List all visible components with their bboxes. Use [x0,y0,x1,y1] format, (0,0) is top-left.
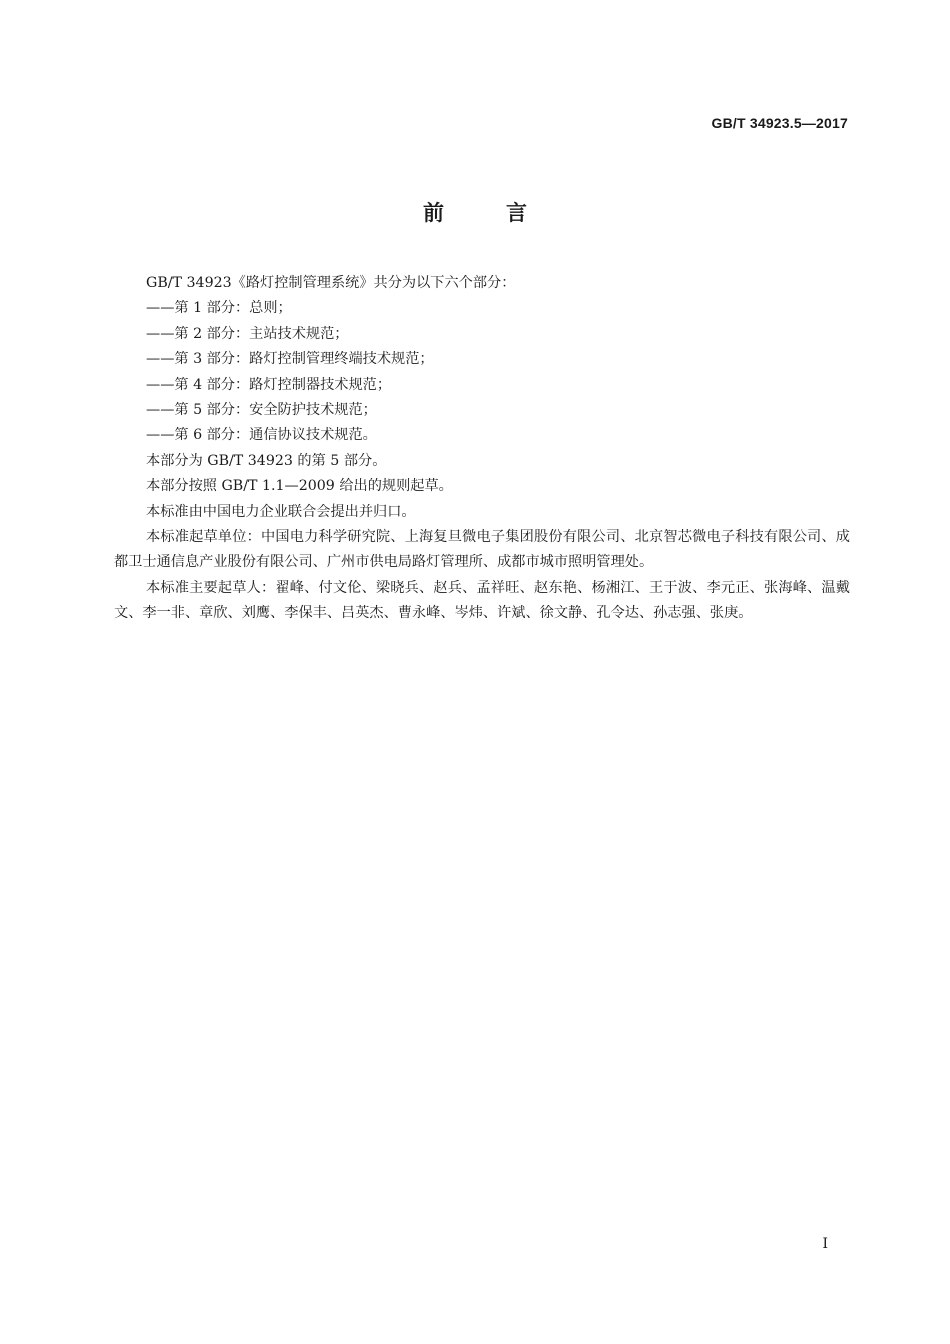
title-char-1: 前 [423,201,444,225]
drafting-rule-paragraph: 本部分按照 GB/T 1.1—2009 给出的规则起草。 [146,478,453,495]
drafting-units-paragraph: 本标准起草单位：中国电力科学研究院、上海复旦微电子集团股份有限公司、北京智芯微电子科技有限公司、成都卫士通信息产业股份有限公司、广州市供电局路灯管理所、成都市城市照明管理处。 [114,529,850,571]
part-list-item: ——第 2 部分：主站技术规范； [146,325,349,342]
page-title [0,197,950,227]
title-char-2: 言 [506,201,527,225]
this-part-paragraph: 本部分为 GB/T 34923 的第 5 部分。 [146,452,387,469]
document-code: GB/T 34923.5—2017 [711,115,848,131]
part-list-item: ——第 5 部分：安全防护技术规范； [146,402,377,419]
part-list-item: ——第 3 部分：路灯控制管理终端技术规范； [146,351,434,368]
page-number: I [822,1236,828,1252]
proposer-paragraph: 本标准由中国电力企业联合会提出并归口。 [146,503,416,520]
part-list-item: ——第 4 部分：路灯控制器技术规范； [146,376,392,393]
part-list-item: ——第 6 部分：通信协议技术规范。 [146,427,377,444]
drafters-paragraph: 本标准主要起草人：翟峰、付文伦、梁晓兵、赵兵、孟祥旺、赵东艳、杨湘江、王于波、李元正、张海峰、温戴文、李一非、章欣、刘鹰、李保丰、吕英杰、曹永峰、岑炜、许斌、徐文静、孔令达、孙志强、张庚。 [114,579,850,622]
foreword-body [114,271,850,627]
part-list-item: ——第 1 部分：总则； [146,300,292,317]
intro-paragraph: GB/T 34923《路灯控制管理系统》共分为以下六个部分： [146,275,516,291]
